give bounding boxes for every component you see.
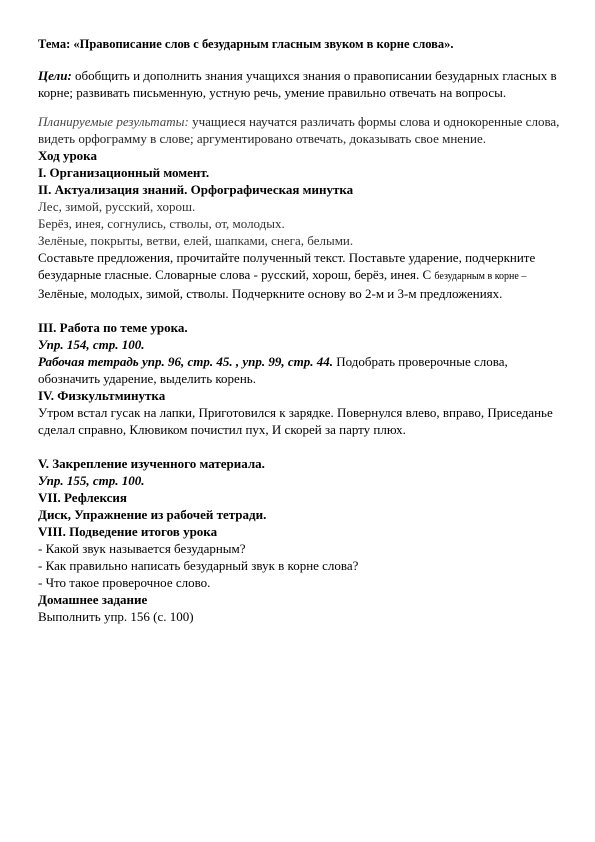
- section-7-heading: VII. Рефлексия: [38, 490, 127, 505]
- goals-paragraph: [38, 67, 560, 101]
- disk-exercise: Диск, Упражнение из рабочей тетради.: [38, 507, 267, 522]
- section-1-heading: I. Организационный момент.: [38, 165, 210, 180]
- results-paragraph: [38, 113, 560, 147]
- results-label: Планируемые результаты:: [38, 114, 189, 129]
- homework-text: Выполнить упр. 156 (с. 100): [38, 609, 194, 624]
- homework-heading: Домашнее задание: [38, 592, 148, 607]
- question-2: - Как правильно написать безударный звук в корне слова?: [38, 558, 359, 573]
- physical-exercise-text: Утром встал гусак на лапки, Приготовился к зарядке. Повернулся влево, вправо, Приседанье сделал справно, Клювиком почистил пух, И скорей за парту плюх.: [38, 405, 553, 437]
- goals-label: Цели:: [38, 68, 72, 83]
- task-paragraph: [38, 249, 560, 302]
- task-end-text: Зелёные, молодых, зимой, стволы. Подчеркните основу во 2-м и 3-м предложениях.: [38, 286, 503, 301]
- question-1: - Какой звук называется безударным?: [38, 541, 246, 556]
- workbook-label: Рабочая тетрадь упр. 96, стр. 45. , упр. 99, стр. 44.: [38, 354, 334, 369]
- section-5-heading: V. Закрепление изученного материала.: [38, 456, 265, 471]
- words-line-2: Берёз, инея, согнулись, стволы, от, молодых.: [38, 216, 285, 231]
- section-3-heading: III. Работа по теме урока.: [38, 320, 188, 335]
- results-text: учащиеся научатся различать формы слова и однокоренные слова, видеть орфограмму в слове; аргументировано отвечать, доказывать свое мнение.: [38, 114, 560, 146]
- words-line-3: Зелёные, покрыты, ветви, елей, шапками, снега, белыми.: [38, 233, 354, 248]
- exercise-154: Упр. 154, стр. 100.: [38, 337, 145, 352]
- exercise-155: Упр. 155, стр. 100.: [38, 473, 145, 488]
- document-page: [38, 36, 560, 625]
- lesson-title: Тема: «Правописание слов с безударным гласным звуком в корне слова».: [38, 37, 454, 51]
- words-line-1: Лес, зимой, русский, хорош.: [38, 199, 196, 214]
- section-4-heading: IV. Физкультминутка: [38, 388, 166, 403]
- workbook-text: Подобрать проверочные слова, обозначить ударение, выделить корень.: [38, 354, 508, 386]
- course-heading: Ход урока: [38, 148, 97, 163]
- workbook-paragraph: [38, 353, 560, 387]
- task-small-text: безударным в корне –: [434, 271, 527, 282]
- section-2-heading: II. Актуализация знаний. Орфографическая минутка: [38, 182, 354, 197]
- question-3: - Что такое проверочное слово.: [38, 575, 211, 590]
- task-main-text: Составьте предложения, прочитайте полученный текст. Поставьте ударение, подчеркните безударные гласные. Словарные слова - русский, хорош, берёз, инея. С: [38, 250, 536, 282]
- goals-text: обобщить и дополнить знания учащихся знания о правописании безударных гласных в корне; развивать письменную, устную речь, умение правильно отвечать на вопросы.: [38, 68, 557, 100]
- section-8-heading: VIII. Подведение итогов урока: [38, 524, 218, 539]
